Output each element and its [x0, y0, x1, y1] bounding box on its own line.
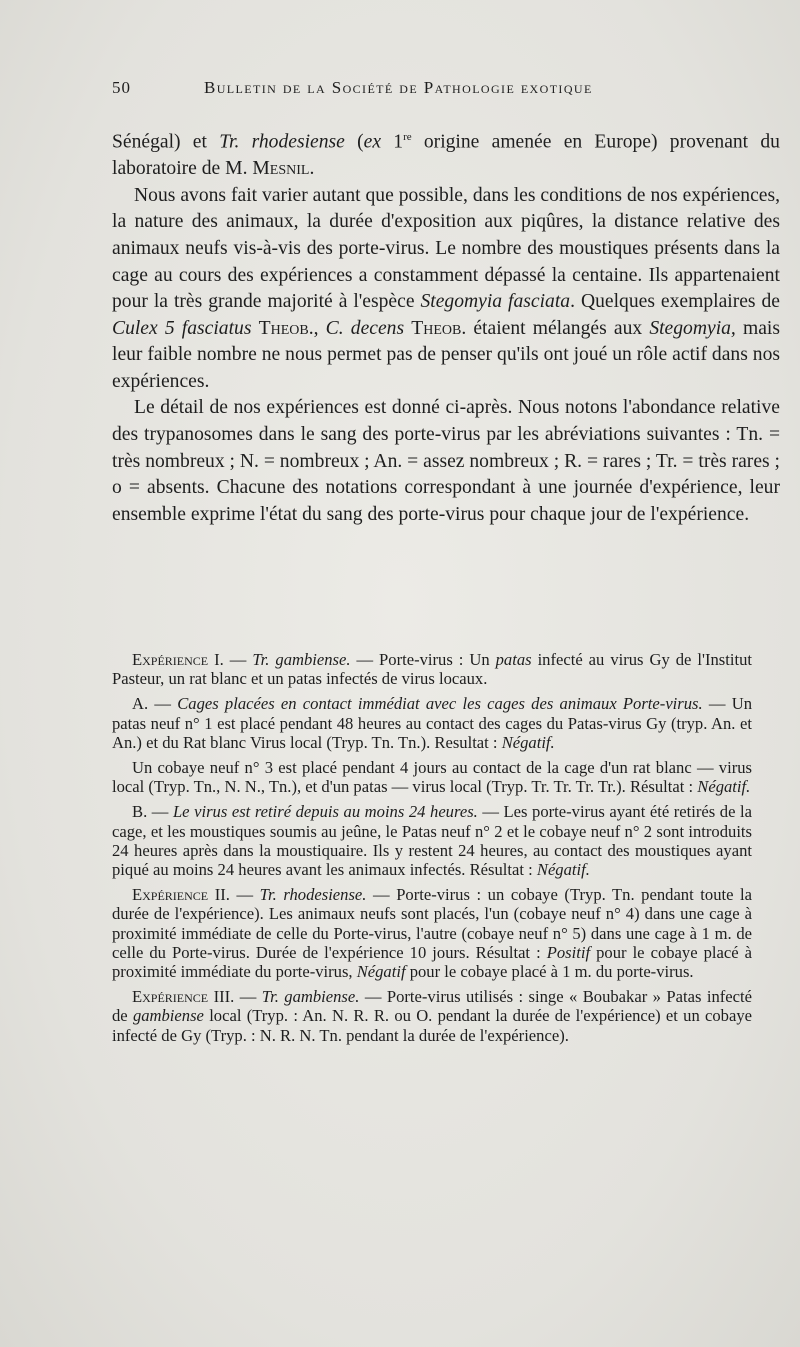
experiments-section	[112, 650, 752, 1051]
experiment-1-part-a-cobaye: Un cobaye neuf n° 3 est placé pendant 4 jours au contact de la cage d'un rat blanc — virus local (Tryp. Tn., N. N., Tn.), et d'un patas — virus local (Tryp. Tr. Tr. Tr. Tr.). Résultat : Négatif.	[112, 758, 752, 797]
experiment-3: Expérience III. — Tr. gambiense. — Porte-virus utilisés : singe « Boubakar » Patas infecté de gambiense local (Tryp. : An. N. R. R. ou O. pendant la durée de l'expérience) et un cobaye infecté de Gy (Tryp. : N. R. N. Tn. pendant la durée de l'expérience).	[112, 987, 752, 1045]
experiment-2: Expérience II. — Tr. rhodesiense. — Porte-virus : un cobaye (Tryp. Tn. pendant toute la durée de l'expérience). Les animaux neufs sont placés, l'un (cobaye neuf n° 4) dans une cage à proximité immédiate de celle du Porte-virus, l'autre (cobaye neuf n° 5) dans une cage à 1 m. de celle du Porte-virus. Durée de l'expérience 10 jours. Résultat : Positif pour le cobaye placé à proximité immédiate du porte-virus, Négatif pour le cobaye placé à 1 m. du porte-virus.	[112, 885, 753, 982]
running-title: Bulletin de la Société de Pathologie exotique	[204, 78, 593, 97]
experiment-1-part-b: B. — Le virus est retiré depuis au moins 24 heures. — Les porte-virus ayant été retirés de la cage, et les moustiques soumis au jeûne, le Patas neuf n° 2 et le cobaye neuf n° 2 sont introduits 24 heures après dans la moustiquaire. Ils y restent 24 heures, au contact des moustiques ayant piqué au moins 24 heures avant les animaux infectés. Résultat : Négatif.	[112, 802, 752, 880]
experiment-1: Expérience I. — Tr. gambiense. — Porte-virus : Un patas infecté au virus Gy de l'Institut Pasteur, un rat blanc et un patas infectés de virus locaux.	[112, 650, 752, 689]
paragraph-abbreviations: Le détail de nos expériences est donné ci-après. Nous notons l'abondance relative des trypanosomes dans le sang des porte-virus par les abréviations suivantes : Tn. = très nombreux ; N. = nombreux ; An. = assez nombreux ; R. = rares ; Tr. = très rares ; o = absents. Chacune des notations correspondant à une journée d'expérience, leur ensemble exprime l'état du sang des porte-virus pour chaque jour de l'expérience.	[112, 397, 780, 525]
paragraph-continuation: Sénégal) et Tr. rhodesiense (ex 1re origine amenée en Europe) provenant du laboratoire de M. Mesnil.	[112, 131, 780, 180]
main-text	[112, 124, 780, 528]
page-number: 50	[112, 78, 131, 97]
paragraph-methods: Nous avons fait varier autant que possible, dans les conditions de nos expériences, la nature des animaux, la durée d'exposition aux piqûres, la distance relative des animaux neufs vis-à-vis des porte-virus. Le nombre des moustiques présents dans la cage au cours des expériences a constamment dépassé la centaine. Ils appartenaient pour la très grande majorité à l'espèce Stegomyia fasciata. Quelques exemplaires de Culex 5 fasciatus Theob., C. decens Theob. étaient mélangés aux Stegomyia, mais leur faible nombre ne nous permet pas de penser qu'ils ont joué un rôle actif dans nos expériences.	[112, 184, 780, 392]
experiment-1-part-a: A. — Cages placées en contact immédiat avec les cages des animaux Porte-virus. — Un patas neuf n° 1 est placé pendant 48 heures au contact des cages du Patas-virus Gy (tryp. An. et An.) et du Rat blanc Virus local (Tryp. Tn. Tn.). Resultat : Négatif.	[112, 694, 752, 752]
